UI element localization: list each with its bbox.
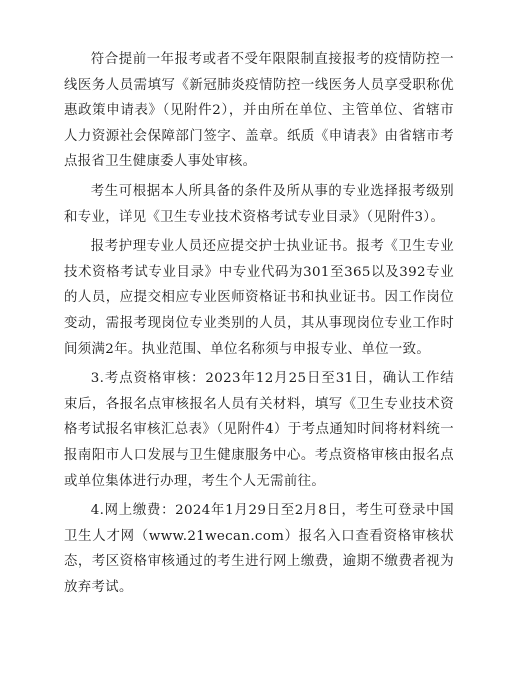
document-body: [64, 47, 454, 604]
paragraph-site-qualification-review: 3.考点资格审核：2023年12月25日至31日，确认工作结束后，各报名点审核报名人员有关材料，填写《卫生专业技术资格考试报名审核汇总表》（见附件4）于考点通知时间将材料统一报南阳市人口发展与卫生健康服务中心。考点资格审核由报名点或单位集体进行办理，考生个人无需前往。: [64, 371, 454, 489]
paragraph-certificate-requirements: 报考护理专业人员还应提交护士执业证书。报考《卫生专业技术资格考试专业目录》中专业代码为301至365以及392专业的人员，应提交相应专业医师资格证书和执业证书。因工作岗位变动，需报考现岗位专业类别的人员，其从事现岗位专业工作时间须满2年。执业范围、单位名称须与申报专业、单位一致。: [64, 239, 454, 357]
paragraph-frontline-staff-application: 符合提前一年报考或者不受年限限制直接报考的疫情防控一线医务人员需填写《新冠肺炎疫情防控一线医务人员享受职称优惠政策申请表》（见附件2），并由所在单位、主管单位、省辖市人力资源社会保障部门签字、盖章。纸质《申请表》由省辖市考点报省卫生健康委人事处审核。: [64, 52, 454, 170]
paragraph-level-and-specialty: 考生可根据本人所具备的条件及所从事的专业选择报考级别和专业，详见《卫生专业技术资格考试专业目录》（见附件3）。: [64, 183, 454, 225]
paragraph-online-payment: 4.网上缴费：2024年1月29日至2月8日，考生可登录中国卫生人才网（www.21wecan.com）报名入口查看资格审核状态，考区资格审核通过的考生进行网上缴费，逾期不缴费者视为放弃考试。: [64, 503, 454, 595]
